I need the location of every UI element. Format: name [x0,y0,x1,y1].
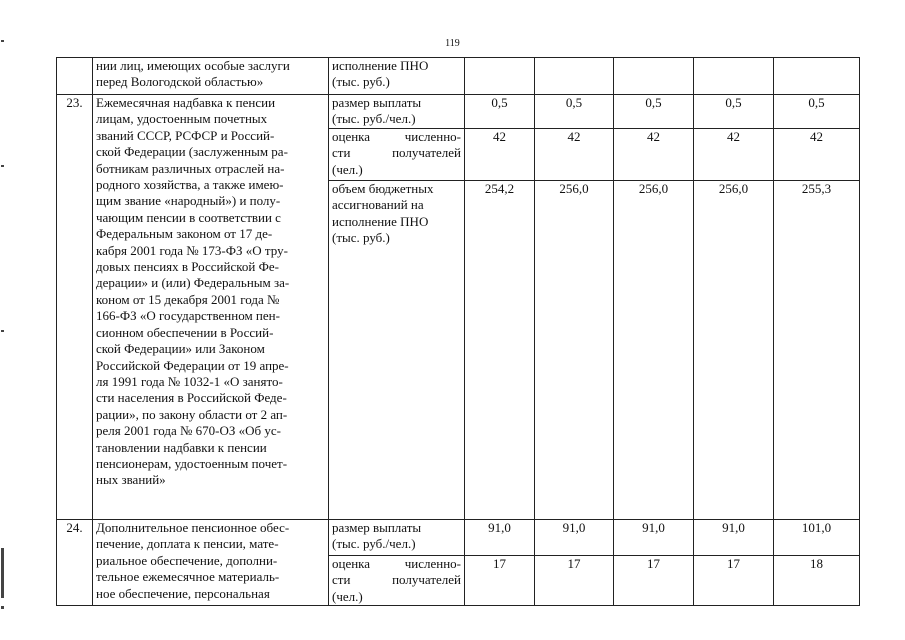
indicator-line: объем бюджетных [332,181,434,196]
description-line: нии лиц, имеющих особые заслуги [96,58,290,73]
indicator-line: сти получателей [332,145,461,161]
value-cell: 254,2 [465,181,535,520]
row-number: 23. [57,95,93,520]
value-cell [535,58,614,95]
indicator-line: размер выплаты [332,95,422,110]
indicator-label [329,95,465,129]
indicator-line: (тыс. руб.) [332,230,390,246]
description-line: кабря 2001 года № 173-ФЗ «О тру- [96,242,288,258]
value-cell: 0,5 [694,95,774,129]
description-line: щим звание «народный») и полу- [96,193,281,209]
table-row [57,95,860,129]
description-line: ля 1991 года № 1032-1 «О занято- [96,373,283,389]
description-line: тельное ежемесячное материаль- [96,569,280,585]
indicator-label [329,181,465,520]
description-line: риальное обеспечение, дополни- [96,552,278,568]
value-cell: 91,0 [614,520,694,556]
page-number: 119 [445,38,460,49]
description-line: Ежемесячная надбавка к пенсии [96,95,276,110]
value-cell: 17 [465,556,535,606]
value-cell [774,58,860,95]
value-cell [465,58,535,95]
value-cell: 91,0 [465,520,535,556]
value-cell: 42 [535,129,614,181]
value-cell: 256,0 [614,181,694,520]
indicator-line: (тыс. руб./чел.) [332,111,416,127]
value-cell: 91,0 [535,520,614,556]
description-line: ных званий» [96,472,166,488]
value-cell: 17 [535,556,614,606]
value-cell [694,58,774,95]
value-cell [614,58,694,95]
description-line: коном от 15 декабря 2001 года № [96,291,280,307]
description-line: ное обеспечение, персональная [96,585,270,601]
description-line: пенсионерам, удостоенным почет- [96,455,288,471]
value-cell: 42 [774,129,860,181]
value-cell: 42 [694,129,774,181]
description-line: довых пенсиях в Российской Фе- [96,259,279,275]
indicator-label [329,556,465,606]
value-cell: 42 [465,129,535,181]
row-description [93,58,329,95]
description-line: реля 2001 года № 670-ОЗ «Об ус- [96,423,281,439]
description-line: родного хозяйства, а также имею- [96,177,284,193]
value-cell: 256,0 [694,181,774,520]
value-cell: 18 [774,556,860,606]
description-line: ской Федерации (заслуженным ра- [96,144,288,160]
indicator-line: сти получателей [332,572,461,588]
value-cell: 0,5 [465,95,535,129]
description-line: Дополнительное пенсионное обес- [96,520,290,535]
indicator-line: исполнение ПНО [332,58,429,73]
value-cell: 0,5 [774,95,860,129]
value-cell: 42 [614,129,694,181]
value-cell: 0,5 [535,95,614,129]
table-row [57,58,860,95]
description-line: 166-ФЗ «О государственном пен- [96,308,280,324]
description-line: ботникам различных отраслей на- [96,160,285,176]
value-cell: 91,0 [694,520,774,556]
description-line: лицам, удостоенным почетных [96,111,268,127]
row-description [93,520,329,606]
description-line: тановлении надбавки к пенсии [96,439,267,455]
description-line: сти населения в Российской Феде- [96,390,287,406]
description-line: рации», по закону области от 2 ап- [96,406,288,422]
indicator-line: оценка численно- [332,556,461,571]
row-number: 24. [57,520,93,606]
indicator-line: исполнение ПНО [332,213,429,229]
description-line: дерации» и (или) Федеральным за- [96,275,290,291]
payments-table [56,57,860,606]
value-cell: 256,0 [535,181,614,520]
description-line: Федеральным законом от 17 де- [96,226,273,242]
indicator-label [329,58,465,95]
description-line: Российской Федерации от 19 апре- [96,357,289,373]
table-row [57,520,860,556]
description-line: перед Вологодской областью» [96,74,264,90]
description-line: печение, доплата к пенсии, мате- [96,536,279,552]
indicator-label [329,129,465,181]
value-cell: 0,5 [614,95,694,129]
indicator-line: оценка численно- [332,129,461,144]
indicator-label [329,520,465,556]
row-number [57,58,93,95]
indicator-line: (чел.) [332,161,363,177]
indicator-line: (тыс. руб./чел.) [332,536,416,552]
value-cell: 17 [694,556,774,606]
indicator-line: ассигнований на [332,197,424,213]
row-description [93,95,329,520]
description-line: ской Федерации» или Законом [96,341,265,357]
description-line: сионном обеспечении в Россий- [96,324,274,340]
description-line: чающим пенсии в соответствии с [96,209,281,225]
scan-edge-marks [0,0,6,640]
indicator-line: (тыс. руб.) [332,74,390,90]
value-cell: 17 [614,556,694,606]
description-line: званий СССР, РСФСР и Россий- [96,127,275,143]
value-cell: 255,3 [774,181,860,520]
value-cell: 101,0 [774,520,860,556]
indicator-line: размер выплаты [332,520,422,535]
indicator-line: (чел.) [332,588,363,604]
